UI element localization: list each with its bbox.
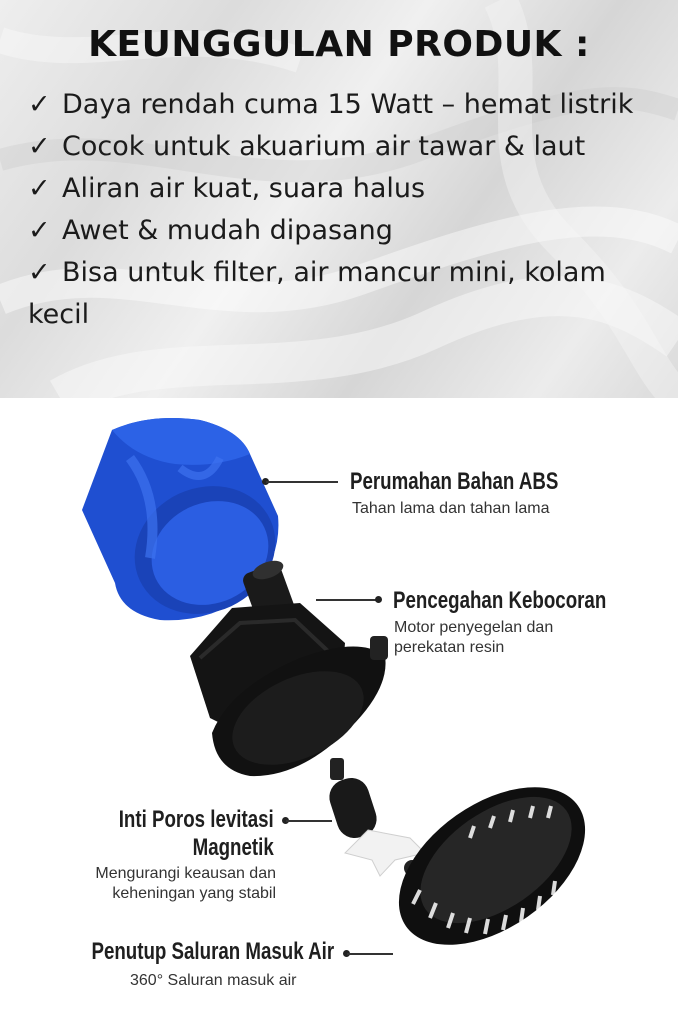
page-title: KEUNGGULAN PRODUK :: [88, 24, 590, 65]
features-panel: [0, 0, 678, 398]
callout-sub-intake: 360° Saluran masuk air: [130, 972, 297, 989]
check-icon: ✓: [28, 89, 51, 120]
callout-line: [286, 820, 332, 822]
check-icon: ✓: [28, 173, 51, 204]
callout-sub-leak: Motor penyegelan dan perekatan resin: [394, 619, 554, 656]
callout-line: [266, 481, 338, 483]
check-icon: ✓: [28, 131, 51, 162]
exploded-diagram: [0, 398, 678, 1024]
check-icon: ✓: [28, 215, 51, 246]
callout-sub-magnetic: Mengurangi keausan dan keheningan yang stabil: [95, 865, 276, 902]
callout-line: [347, 953, 393, 955]
callout-sub-housing: Tahan lama dan tahan lama: [352, 500, 550, 517]
callout-title-magnetic: Inti Poros levitasi Magnetik: [118, 806, 274, 861]
callout-title-intake: Penutup Saluran Masuk Air: [91, 938, 334, 965]
callout-title-leak: Pencegahan Kebocoran: [393, 587, 607, 614]
feature-item: [28, 84, 668, 126]
callout-title-housing: Perumahan Bahan ABS: [350, 468, 559, 495]
callout-line: [316, 599, 378, 601]
check-icon: ✓: [28, 257, 51, 288]
feature-text: Daya rendah cuma 15 Watt – hemat listrik: [62, 89, 634, 120]
pump-parts-illustration: [0, 398, 678, 1024]
feature-text: Bisa untuk filter, air mancur mini, kolam kecil: [28, 257, 606, 330]
feature-text: Aliran air kuat, suara halus: [62, 173, 426, 204]
feature-text: Cocok untuk akuarium air tawar & laut: [62, 131, 586, 162]
impeller-rotor-image: [325, 758, 425, 876]
feature-item: [28, 252, 668, 336]
feature-item: [28, 168, 668, 210]
feature-list: [28, 84, 668, 336]
callout-dot: [375, 596, 382, 603]
feature-text: Awet & mudah dipasang: [62, 215, 393, 246]
feature-item: [28, 126, 668, 168]
feature-item: [28, 210, 668, 252]
